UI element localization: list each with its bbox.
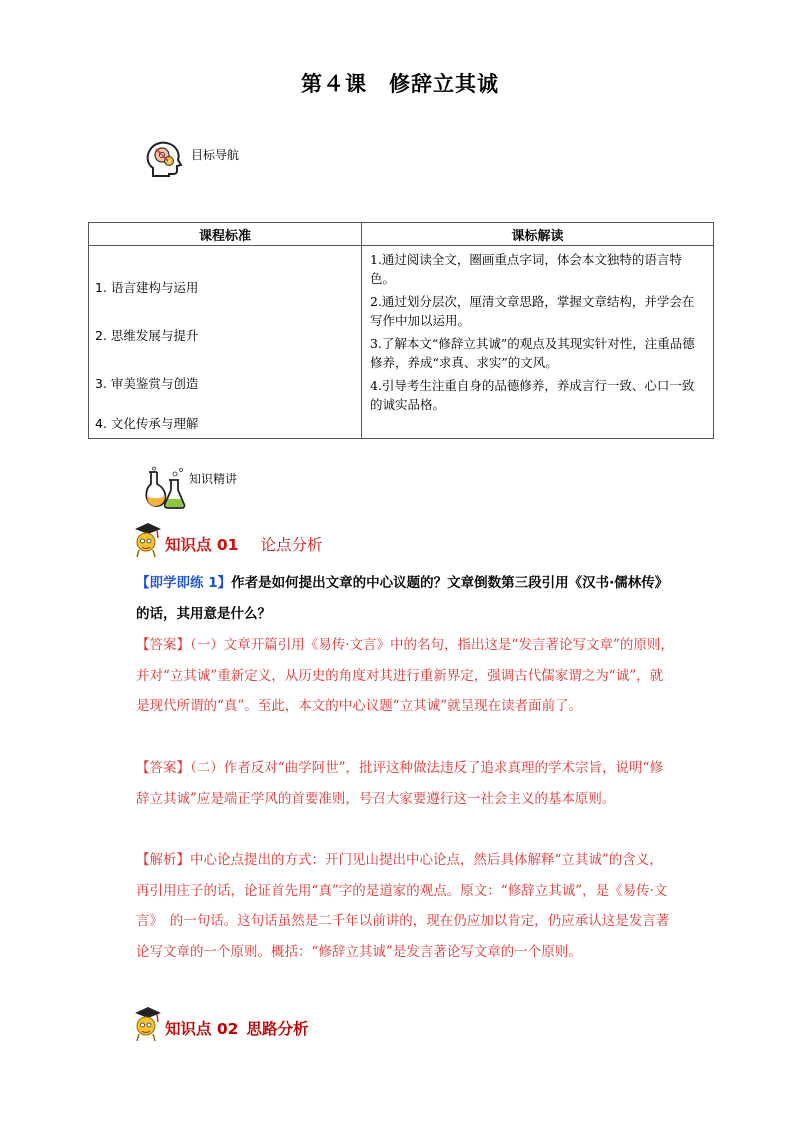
scholar-mascot-icon	[131, 520, 165, 558]
answer-1	[136, 630, 676, 722]
answer-tag: 【答案】	[136, 760, 190, 776]
interpretation-item: 2.通过划分层次，厘清文章思路，掌握文章结构，并学会在写作中加以运用。	[370, 294, 695, 328]
analysis-text: 中心论点提出的方式：开门见山提出中心论点，然后具体解释“立其诚”的含义，再引用庄子的话，论证首先用“真”字的是道家的观点。原文：“修辞立其诚”，是《易传·文言》 的一句话。这句话虽然是二千年以前讲的，现在仍应加以肯定，仍应承认这是发言著论写文章的一个原则。概括：“修辞立其诚”是发言著论写文章的一个原则。	[136, 852, 670, 960]
curriculum-table	[88, 222, 714, 439]
knowledge-point-1-heading	[131, 520, 322, 558]
table-header-standard: 课程标准	[89, 223, 362, 246]
answer-text: （一）文章开篇引用《易传·文言》中的名句，指出这是“发言著论写文章”的原则，并对“立其诚”重新定义，从历史的角度对其进行重新界定，强调古代儒家谓之为“诚”，就是现代所谓的“真”。至此，本文的中心议题“立其诚”就呈现在读者面前了。	[136, 637, 674, 714]
interpretation-item: 1.通过阅读全文，圈画重点字词，体会本文独特的语言特色。	[370, 252, 682, 286]
scholar-mascot-icon	[131, 1004, 165, 1042]
page-title: 第４课 修辞立其诚	[301, 72, 499, 96]
kp1-title: 知识点 01	[165, 536, 239, 554]
practice-question	[136, 568, 676, 629]
goal-nav-heading	[143, 138, 239, 180]
question-text: 作者是如何提出文章的中心议题的？文章倒数第三段引用《汉书·儒林传》的话，其用意是什么？	[136, 575, 669, 622]
answer-2	[136, 753, 676, 814]
analysis	[136, 845, 676, 967]
knowledge-label: 知识精讲	[189, 472, 238, 486]
lab-flask-icon	[143, 466, 187, 510]
analysis-tag: 【解析】	[136, 852, 190, 868]
standard-item: 2. 思维发展与提升	[95, 328, 199, 343]
head-gears-icon	[143, 138, 185, 180]
knowledge-heading	[143, 466, 237, 510]
kp2-subtitle: 思路分析	[246, 1020, 309, 1038]
interpretation-item: 3.了解本文“修辞立其诚”的观点及其现实针对性，注重品德修养，养成“求真、求实”的文风。	[370, 336, 695, 370]
kp1-subtitle: 论点分析	[260, 536, 323, 554]
knowledge-point-2-heading	[131, 1004, 308, 1042]
standard-item: 4. 文化传承与理解	[95, 416, 199, 431]
standards-cell	[89, 246, 362, 439]
interpretation-item: 4.引导考生注重自身的品德修养，养成言行一致、心口一致的诚实品格。	[370, 378, 695, 412]
answer-text: （二）作者反对“曲学阿世”，批评这种做法违反了追求真理的学术宗旨，说明“修辞立其诚”应是端正学风的首要准则，号召大家要遵行这一社会主义的基本原则。	[136, 760, 663, 807]
standard-item: 3. 审美鉴赏与创造	[95, 376, 199, 391]
question-tag: 【即学即练 1】	[136, 575, 232, 591]
table-header-interpretation: 课标解读	[362, 223, 714, 246]
standard-item: 1. 语言建构与运用	[95, 280, 199, 295]
answer-tag: 【答案】	[136, 637, 190, 653]
interpretations-cell	[362, 246, 714, 439]
goal-nav-label: 目标导航	[191, 148, 240, 162]
kp2-title: 知识点 02	[165, 1020, 239, 1038]
